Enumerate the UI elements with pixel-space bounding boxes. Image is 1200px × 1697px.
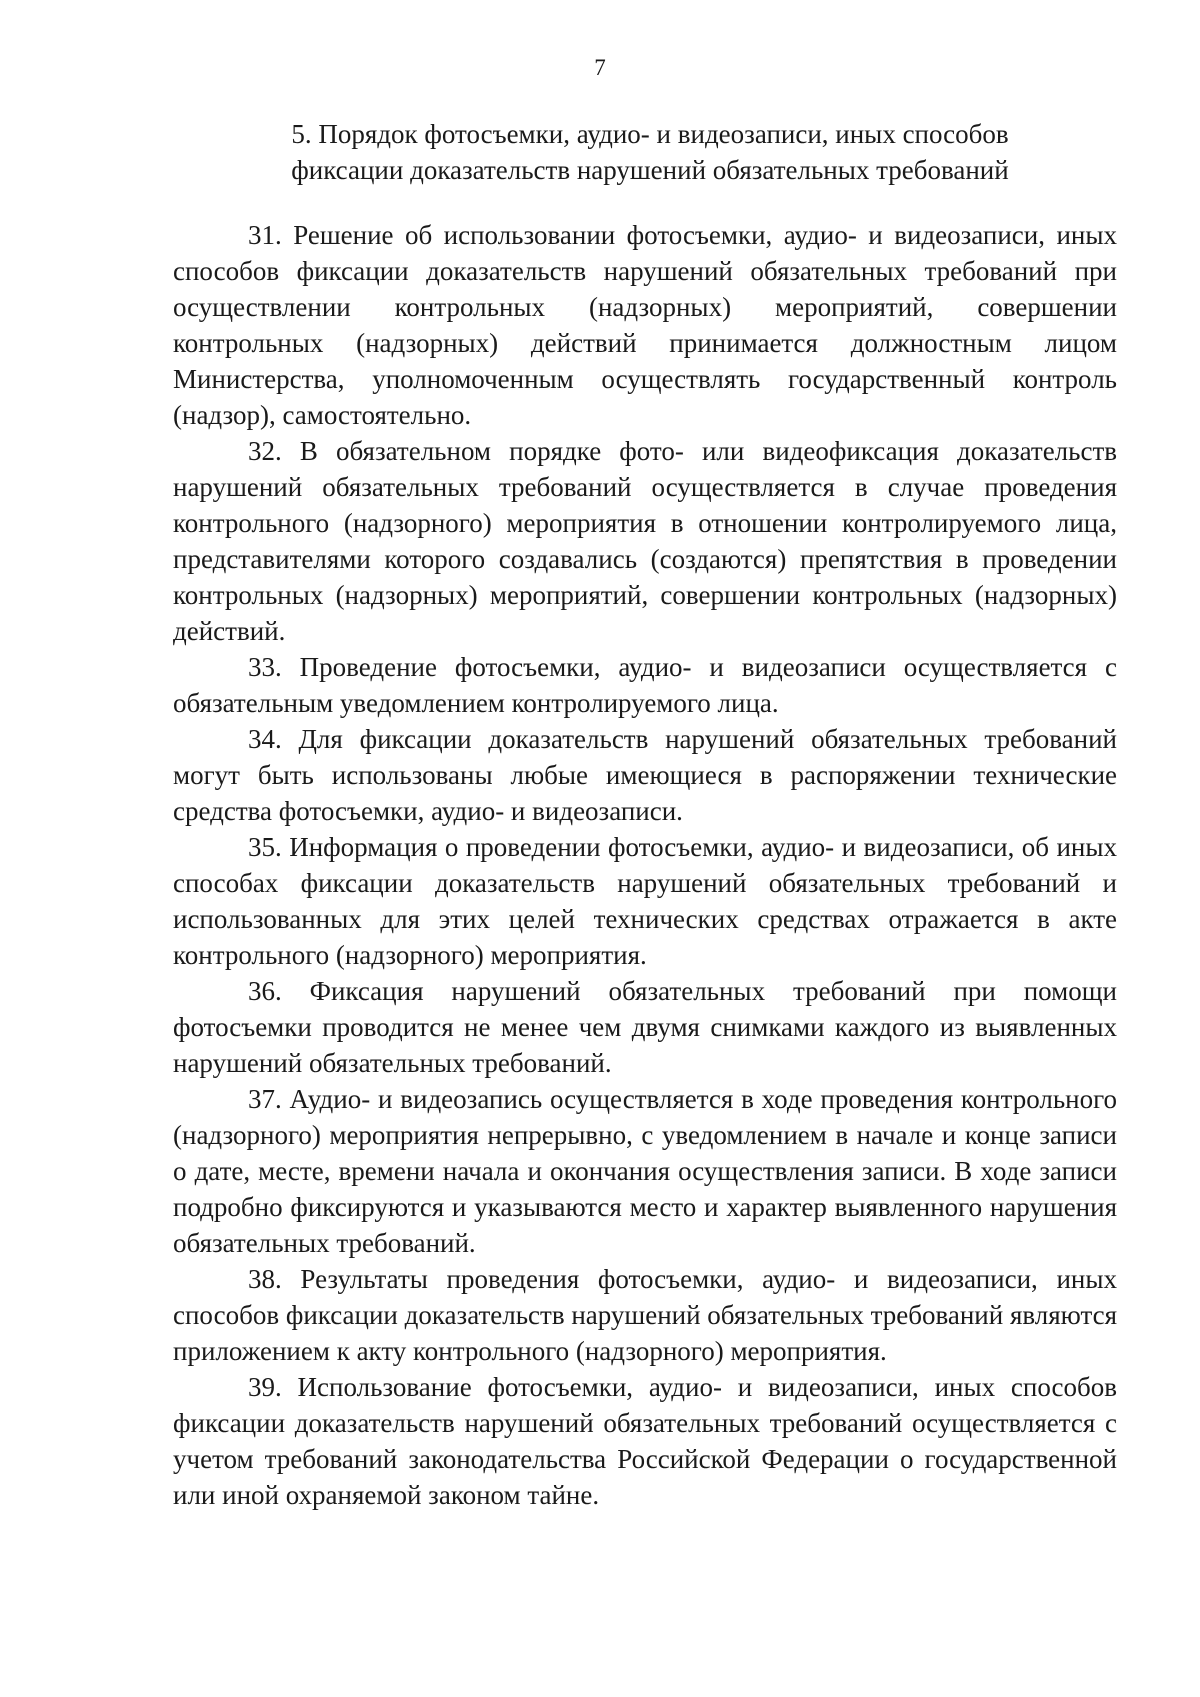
section-title <box>170 116 1130 188</box>
section-title-line-2: фиксации доказательств нарушений обязательных требований <box>291 155 1009 185</box>
paragraph-31: 31. Решение об использовании фотосъемки, аудио- и видеозаписи, иных способов фиксации доказательств нарушений обязательных требований при осуществлении контрольных (надзорных) мероприятий, совершении контрольных (надзорных) действий принимается должностным лицом Министерства, уполномоченным осуществлять государственный контроль (надзор), самостоятельно. <box>173 220 1117 430</box>
paragraph-38: 38. Результаты проведения фотосъемки, аудио- и видеозаписи, иных способов фиксации доказательств нарушений обязательных требований являются приложением к акту контрольного (надзорного) мероприятия. <box>173 1264 1118 1366</box>
paragraph-33: 33. Проведение фотосъемки, аудио- и видеозаписи осуществляется с обязательным уведомлением контролируемого лица. <box>173 652 1117 718</box>
paragraph-32: 32. В обязательном порядке фото- или видеофиксация доказательств нарушений обязательных требований осуществляется в случае проведения контрольного (надзорного) мероприятия в отношении контролируемого лица, представителями которого создавались (создаются) препятствия в проведении контрольных (надзорных) мероприятий, совершении контрольных (надзорных) действий. <box>173 436 1117 646</box>
section-title-line-1: 5. Порядок фотосъемки, аудио- и видеозаписи, иных способов <box>291 119 1009 149</box>
paragraph-37: 37. Аудио- и видеозапись осуществляется в ходе проведения контрольного (надзорного) мероприятия непрерывно, с уведомлением в начале и конце записи о дате, месте, времени начала и окончания осуществления записи. В ходе записи подробно фиксируются и указываются место и характер выявленного нарушения обязательных требований. <box>173 1084 1117 1258</box>
page-number: 7 <box>594 55 606 80</box>
paragraph-39: 39. Использование фотосъемки, аудио- и видеозаписи, иных способов фиксации доказательств нарушений обязательных требований осуществляется с учетом требований законодательства Российской Федерации о государственной или иной охраняемой законом тайне. <box>173 1372 1117 1510</box>
paragraph-36: 36. Фиксация нарушений обязательных требований при помощи фотосъемки проводится не менее чем двумя снимками каждого из выявленных нарушений обязательных требований. <box>173 976 1117 1078</box>
document-body <box>173 217 1117 1513</box>
paragraph-35: 35. Информация о проведении фотосъемки, аудио- и видеозаписи, об иных способах фиксации доказательств нарушений обязательных требований и использованных для этих целей технических средствах отражается в акте контрольного (надзорного) мероприятия. <box>173 832 1117 970</box>
paragraph-34: 34. Для фиксации доказательств нарушений обязательных требований могут быть использованы любые имеющиеся в распоряжении технические средства фотосъемки, аудио- и видеозаписи. <box>173 724 1117 826</box>
